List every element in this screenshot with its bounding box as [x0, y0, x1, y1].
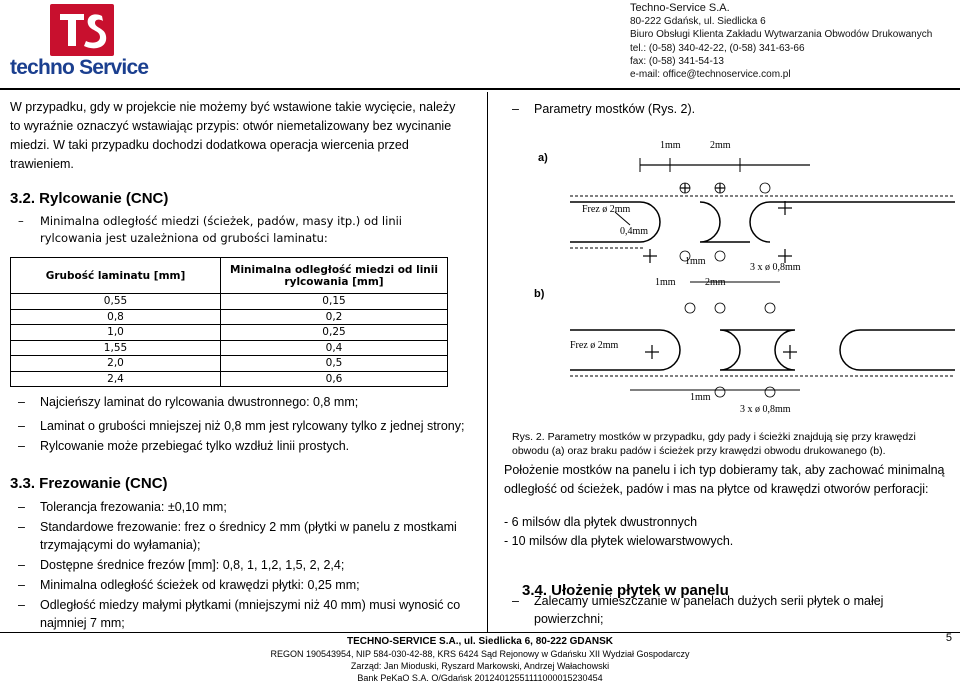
logo-text: techno Service — [10, 56, 149, 79]
fig-b-dim-1mm-2: 1mm — [655, 277, 676, 288]
section-3-2-title: 3.2. Rylcowanie (CNC) — [10, 190, 169, 207]
table-row — [11, 325, 448, 341]
table-cell: 2,4 — [11, 371, 221, 387]
section-3-2-item: – Najcieńszy laminat do rylcowania dwustronnego: 0,8 mm; — [10, 393, 480, 411]
table-cell: 0,5 — [221, 356, 448, 372]
section-3-3-item: – Minimalna odległość ścieżek od krawędzi płytki: 0,25 mm; — [10, 576, 480, 594]
footer-company: TECHNO-SERVICE S.A., ul. Siedlicka 6, 80-222 GDANSK — [346, 636, 613, 647]
company-line: fax: (0-58) 341-54-13 — [630, 55, 724, 67]
table-row — [11, 294, 448, 310]
section-3-2-item: – Minimalna odległość miedzi (ścieżek, padów, masy itp.) od linii rylcowania jest uzależniona od grubości laminatu: — [10, 213, 465, 247]
table-cell: 0,15 — [221, 294, 448, 310]
table-cell: 1,55 — [11, 340, 221, 356]
footer-bank: Bank PeKaO S.A. O/Gdańsk 20124012551111000015230454 — [357, 673, 603, 683]
table-cell: 0,55 — [11, 294, 221, 310]
left-column — [10, 98, 480, 632]
footer — [0, 636, 960, 684]
figure-caption: Rys. 2. Parametry mostków w przypadku, gdy pady i ścieżki znajdują się przy krawędzi obwodu (a) oraz braku padów i ścieżek przy krawędzi obwodu drukowanego (b). — [512, 431, 916, 457]
figure-label-b: b) — [534, 288, 545, 300]
table-row — [11, 340, 448, 356]
company-line: 80-222 Gdańsk, ul. Siedlicka 6 — [630, 16, 766, 28]
section-3-2-item: – Laminat o grubości mniejszej niż 0,8 mm jest rylcowany tylko z jednej strony; — [10, 417, 465, 435]
company-info — [630, 2, 932, 81]
bridge-figure — [570, 130, 955, 420]
company-line: Biuro Obsługi Klienta Zakładu Wytwarzania Obwodów Drukowanych — [630, 29, 933, 41]
bridge-parameters-item: – Parametry mostków (Rys. 2). — [504, 100, 954, 118]
fig-b-mill: Frez ø 2mm — [570, 340, 619, 351]
table-cell: 1,0 — [11, 325, 221, 341]
table-cell: 0,25 — [221, 325, 448, 341]
column-divider — [487, 92, 488, 632]
figure-label-a: a) — [538, 152, 548, 164]
logo-mark — [50, 4, 114, 56]
footer-registry: REGON 190543954, NIP 584-030-42-88, KRS 6424 Sąd Rejonowy w Gdańsku XII Wydział Gospodarczy — [270, 649, 690, 659]
table-cell: 2,0 — [11, 356, 221, 372]
table-header-thickness: Grubość laminatu [mm] — [11, 258, 221, 294]
bridge-placement-paragraph: Położenie mostków na panelu i ich typ dobieramy tak, aby zachować minimalną odległość od ścieżek, padów i mas na płytce od krawędzi otworów perforacji: — [504, 463, 945, 496]
company-line: tel.: (0-58) 340-42-22, (0-58) 341-63-66 — [630, 42, 805, 54]
section-3-3-item: – Dostępne średnice frezów [mm]: 0,8, 1, 1,2, 1,5, 2, 2,4; — [10, 556, 480, 574]
table-header-distance: Minimalna odległość miedzi od linii rylcowania [mm] — [221, 258, 448, 294]
footer-board: Zarząd: Jan Mioduski, Ryszard Markowski, Andrzej Wałachowski — [350, 661, 610, 671]
section-3-3-title: 3.3. Frezowanie (CNC) — [10, 475, 168, 492]
mils-list-item: - 6 milsów dla płytek dwustronnych — [504, 515, 698, 529]
company-line: Techno-Service S.A. — [630, 2, 730, 14]
fig-b-dim-2mm: 2mm — [705, 277, 726, 288]
table-row — [11, 309, 448, 325]
table-cell: 0,4 — [221, 340, 448, 356]
company-logo — [10, 4, 150, 80]
rylcowanie-table — [10, 257, 448, 387]
table-row — [11, 356, 448, 372]
header-rule — [0, 88, 960, 90]
section-3-4-title: 3.4. Ułożenie płytek w panelu — [522, 582, 729, 599]
company-line: e-mail: office@technoservice.com.pl — [630, 69, 791, 81]
fig-a-dim-2mm: 2mm — [710, 140, 731, 151]
mils-list-item: - 10 milsów dla płytek wielowarstwowych. — [504, 534, 734, 548]
fig-b-dim-1mm: 1mm — [685, 256, 706, 267]
fig-b-holes: 3 x ø 0,8mm — [750, 262, 801, 273]
fig-b-dim-1mm-3: 1mm — [690, 392, 711, 403]
fig-b-holes-2: 3 x ø 0,8mm — [740, 404, 791, 415]
table-cell: 0,8 — [11, 309, 221, 325]
table-cell: 0,6 — [221, 371, 448, 387]
fig-a-dim-1mm: 1mm — [660, 140, 681, 151]
section-3-3-item: – Odległość miedzy małymi płytkami (mniejszymi niż 40 mm) musi wynosić co najmniej 7 mm; — [10, 596, 465, 632]
intro-paragraph — [10, 98, 465, 174]
section-3-3-item: – Tolerancja frezowania: ±0,10 mm; — [10, 498, 480, 516]
fig-a-dim-04: 0,4mm — [620, 226, 649, 237]
footer-rule — [0, 632, 960, 633]
section-3-2-item: – Rylcowanie może przebiegać tylko wzdłuż linii prostych. — [10, 437, 480, 455]
table-row — [11, 371, 448, 387]
intro-text: W przypadku, gdy w projekcie nie możemy być wstawione takie wycięcie, należy to wyraźnie oznaczyć wstawiając przypis: otwór niemetalizowany bez wycinanie miedzi. W taki przypadku dochodzi dodatkowa operacja wiercenia przed trawieniem. — [10, 100, 456, 171]
section-3-4-item: – Zalecamy umieszczanie w panelach dużych serii płytek o małej powierzchni; — [504, 592, 954, 628]
section-3-3-item: – Standardowe frezowanie: frez o średnicy 2 mm (płytki w panelu z mostkami trzymającymi do wyłamania); — [10, 518, 465, 554]
fig-a-mill: Frez ø 2mm — [582, 204, 631, 215]
page-number: 5 — [945, 632, 952, 644]
right-column — [504, 98, 954, 118]
table-cell: 0,2 — [221, 309, 448, 325]
table-header-row — [11, 258, 448, 294]
